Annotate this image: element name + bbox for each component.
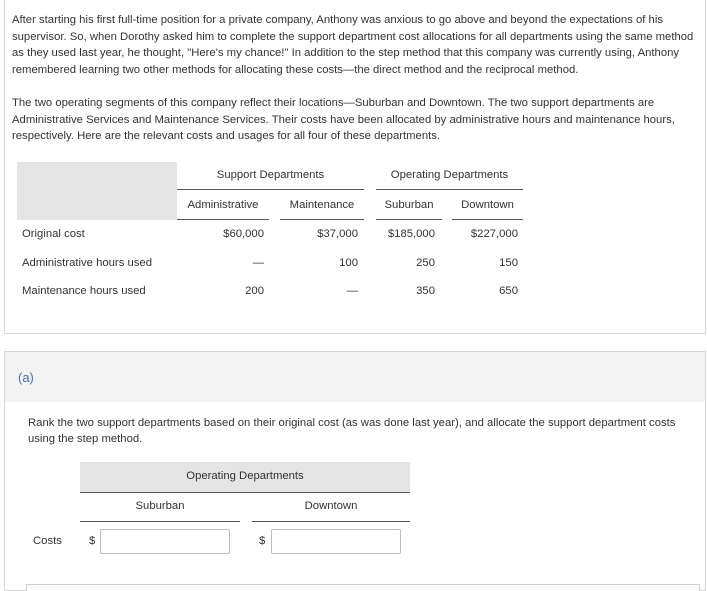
- table-cell: 350: [416, 285, 435, 297]
- col-downtown: Downtown: [461, 199, 514, 211]
- table-cell: —: [252, 257, 264, 269]
- operating-header-rule: [376, 189, 523, 190]
- support-departments-header: Support Departments: [216, 169, 325, 181]
- table-header-shade: [17, 162, 177, 220]
- table-cell: 200: [245, 285, 264, 297]
- table-cell: 250: [416, 257, 435, 269]
- part-a-header-band: [5, 352, 705, 402]
- costs-row-label: Costs: [33, 535, 62, 547]
- answer-col-rule-downtown: [252, 521, 410, 522]
- col-rule-downtown: [452, 219, 523, 220]
- answer-header-rule: [80, 492, 410, 493]
- table-cell: 100: [339, 257, 358, 269]
- col-rule-administrative: [177, 219, 269, 220]
- table-cell: 650: [499, 285, 518, 297]
- table-cell: —: [346, 285, 358, 297]
- answer-col-rule-suburban: [80, 521, 240, 522]
- col-suburban: Suburban: [384, 199, 434, 211]
- col-maintenance: Maintenance: [289, 199, 355, 211]
- answer-operating-departments-header: Operating Departments: [186, 470, 304, 482]
- table-cell: $60,000: [223, 228, 264, 240]
- row-label-administrative-hours: Administrative hours used: [22, 257, 152, 269]
- downtown-cost-input[interactable]: [271, 529, 401, 554]
- col-rule-suburban: [376, 219, 442, 220]
- row-label-original-cost: Original cost: [22, 228, 85, 240]
- col-rule-maintenance: [280, 219, 364, 220]
- suburban-cost-input[interactable]: [100, 529, 230, 554]
- next-section-edge: [26, 584, 700, 591]
- currency-symbol: $: [259, 535, 266, 547]
- currency-symbol: $: [89, 535, 96, 547]
- answer-col-suburban: Suburban: [135, 500, 185, 512]
- intro-paragraph-2: The two operating segments of this company reflect their locations—Suburban and Downtown. The two support departments are Administrative Services and Maintenance Services. Their costs have been allocated by administrative hours and maintenance hours, respectively. Here are the relevant costs and usages for all four of these departments.: [12, 97, 675, 142]
- support-header-rule: [177, 189, 364, 190]
- answer-col-downtown: Downtown: [304, 500, 358, 512]
- table-cell: $227,000: [470, 228, 518, 240]
- col-administrative: Administrative: [187, 199, 259, 211]
- table-cell: $37,000: [317, 228, 358, 240]
- table-cell: 150: [499, 257, 518, 269]
- part-a-label: (a): [18, 370, 34, 385]
- table-cell: $185,000: [387, 228, 435, 240]
- row-label-maintenance-hours: Maintenance hours used: [22, 285, 146, 297]
- intro-paragraph-1: After starting his first full-time position for a private company, Anthony was anxious to go above and beyond the expectations of his supervisor. So, when Dorothy asked him to complete the support department cost allocations for all departments using the same method as they used last year, he thought, "Here's my chance!" In addition to the step method that this company was currently using, Anthony remembered learning two other methods for allocating these costs—the direct method and the reciprocal method.: [12, 14, 694, 76]
- part-a-instruction: Rank the two support departments based on their original cost (as was done last year), and allocate the support department costs using the step method.: [28, 417, 676, 445]
- operating-departments-header: Operating Departments: [390, 169, 509, 181]
